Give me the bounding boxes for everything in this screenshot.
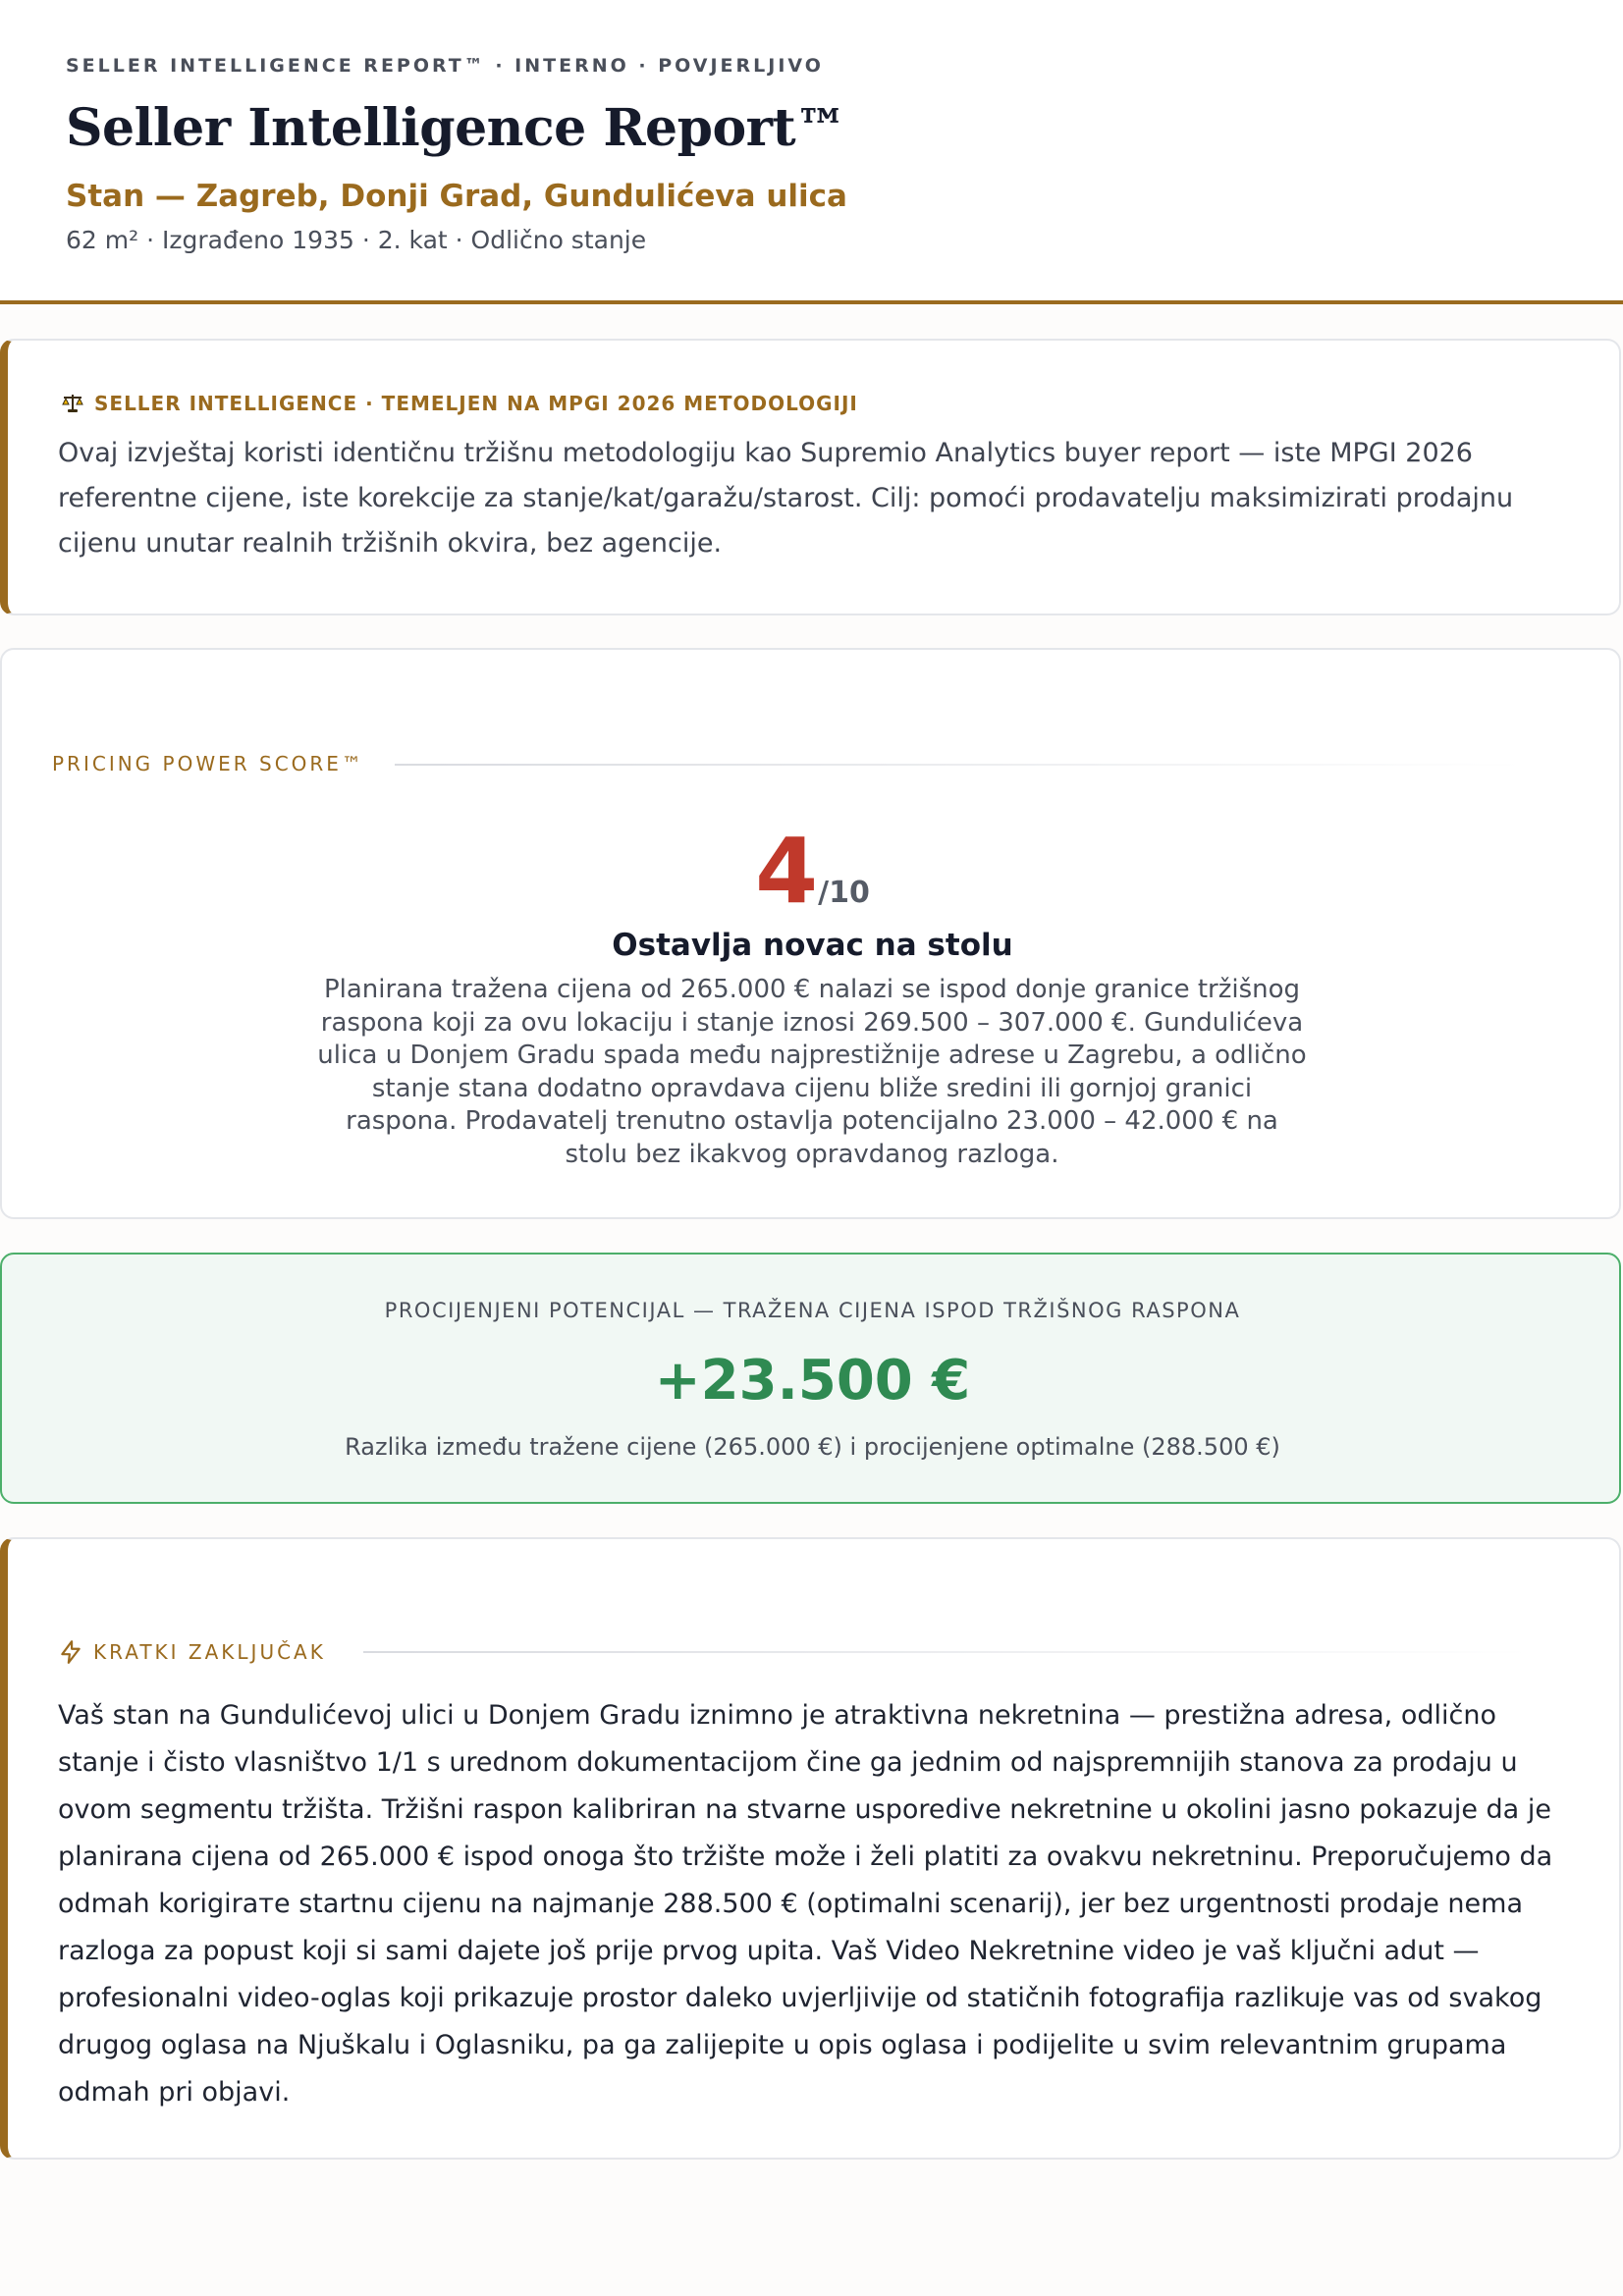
page-title: Seller Intelligence Report™: [66, 98, 846, 158]
report-header: [0, 0, 1623, 302]
header-divider: [0, 300, 1623, 304]
section-divider: [363, 1651, 1532, 1653]
score-max: /10: [818, 876, 870, 910]
score-value: 4: [755, 819, 819, 924]
methodology-heading-row: [61, 392, 858, 415]
section-divider: [395, 764, 1524, 766]
methodology-card: [0, 339, 1621, 615]
score-display: [2, 819, 1623, 924]
property-specs: 62 m² · Izgrađeno 1935 · 2. kat · Odlično stanje: [66, 226, 647, 254]
scales-icon: [61, 392, 84, 415]
summary-card: [0, 1537, 1621, 2160]
potential-card: [0, 1253, 1621, 1504]
potential-note: Razlika između tražene cijene (265.000 €) i procijenjene optimalne (288.500 €): [345, 1433, 1280, 1461]
summary-body: Vaš stan na Gundulićevoj ulici u Donjem Gradu iznimno je atraktivna nekretnina — prestižna adresa, odlično stanje i čisto vlasništvo 1/1 s urednom dokumentacijom čine ga jednim od najspremnijih stanova za prodaju u ovom segmentu tržišta. Tržišni raspon kalibriran na stvarne usporedive nekretnine u okolini jasno pokazuje da je planirana cijena od 265.000 € ispod onoga što tržište može i želi platiti za ovakvu nekretninu. Preporučujemo da odmah korigirате startnu cijenu na najmanje 288.500 € (optimalni scenarij), jer bez urgentnosti prodaje nema razloga za popust koji si sami dajete još prije prvog upita. Vaš Video Nekretnine video je vaš ključni adut — profesionalni video-oglas koji prikazuje prostor daleko uvjerljivije od statičnih fotografija razlikuje vas od svakog drugog oglasa na Njuškalu i Oglasniku, pa ga zalijepite u opis oglasa i podijelite u svim relevantnim grupama odmah pri objavi.: [58, 1700, 1553, 2108]
summary-heading-row: [58, 1639, 326, 1665]
lightning-icon: [58, 1639, 83, 1665]
score-verdict: Ostavlja novac na stolu: [612, 928, 1013, 963]
potential-value: +23.500 €: [654, 1349, 971, 1413]
property-subtitle: Stan — Zagreb, Donji Grad, Gundulićeva ulica: [66, 179, 847, 214]
methodology-body: Ovaj izvještaj koristi identičnu tržišnu metodologiju kao Supremio Analytics buyer report — iste MPGI 2026 referentne cijene, iste korekcije za stanje/kat/garažu/starost. Cilj: pomoći prodavatelju maksimizirati prodajnu cijenu unutar realnih tržišnih okvira, bez agencije.: [58, 438, 1514, 559]
methodology-heading: SELLER INTELLIGENCE · TEMELJEN NA MPGI 2026 METODOLOGIJI: [94, 392, 858, 415]
potential-label: PROCIJENJENI POTENCIJAL — TRAŽENA CIJENA ISPOD TRŽIŠNOG RASPONA: [384, 1299, 1241, 1322]
pricing-power-label: PRICING POWER SCORE™: [52, 752, 364, 775]
summary-label: KRATKI ZAKLJUČAK: [93, 1640, 326, 1664]
report-eyebrow: SELLER INTELLIGENCE REPORT™ · INTERNO · POVJERLJIVO: [66, 55, 824, 77]
pricing-power-card: [0, 648, 1621, 1219]
score-description: Planirana tražena cijena od 265.000 € nalazi se ispod donje granice tržišnog raspona koji za ovu lokaciju i stanje iznosi 269.500 – 307.000 €. Gundulićeva ulica u Donjem Gradu spada među najprestižnije adrese u Zagrebu, a odlično stanje stana dodatno opravdava cijenu bliže sredini ili gornjoj granici raspona. Prodavatelj trenutno ostavlja potencijalno 23.000 – 42.000 € na stolu bez ikakvog opravdanog razloga.: [317, 975, 1307, 1169]
